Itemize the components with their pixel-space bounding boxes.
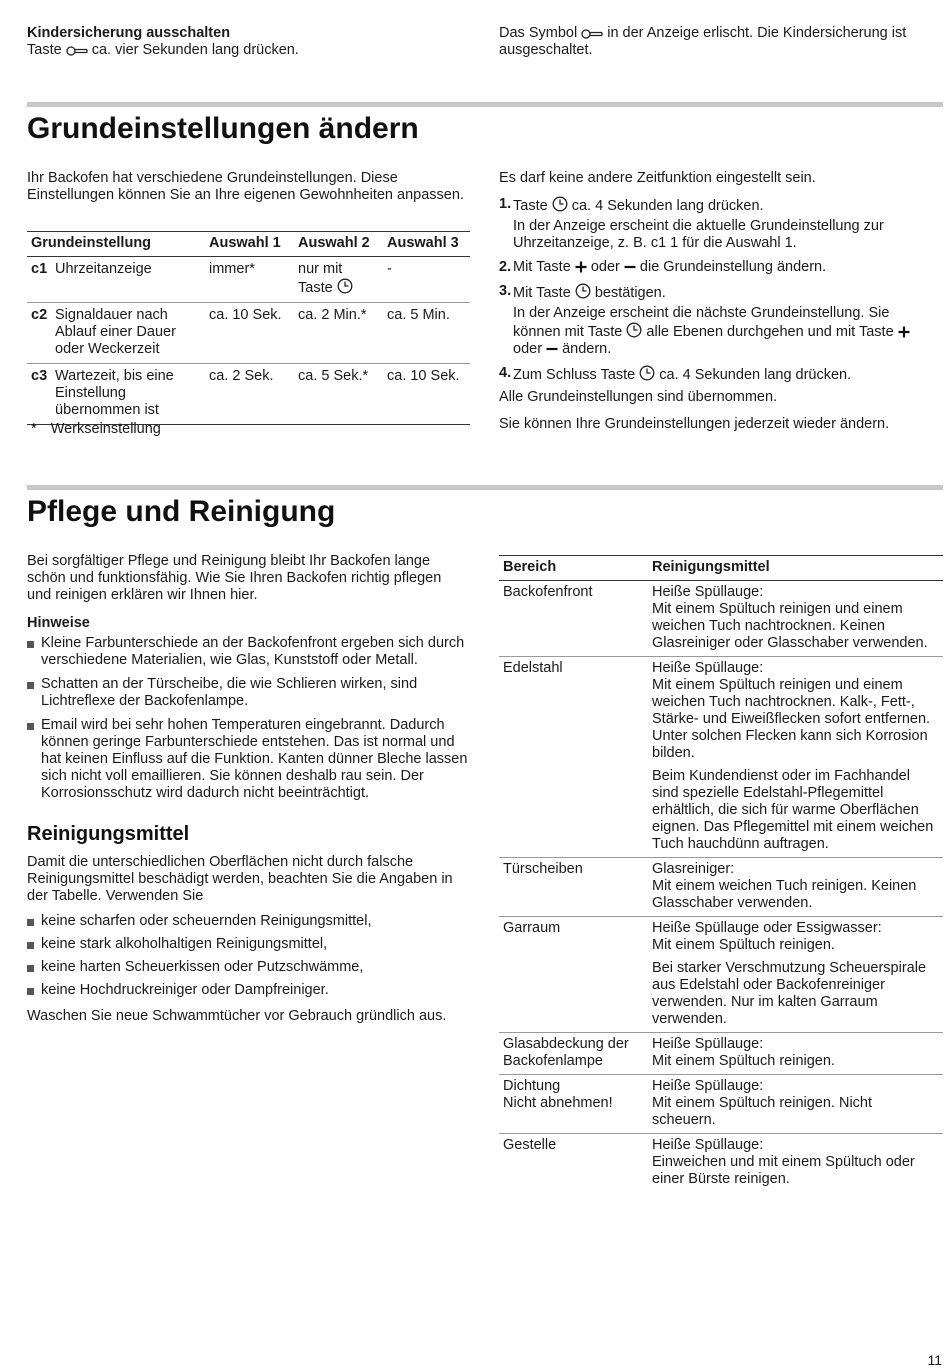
cleaning-instruction: Heiße Spüllauge: Mit einem Spültuch reinigen. Nicht scheuern. [652, 1078, 873, 1128]
plus-icon [575, 261, 587, 273]
list-item: Kleine Farbunterschiede an der Backofenfront ergeben sich durch verschiedene Materialien, wie Glas, Kunststoff oder Metall. [27, 635, 469, 669]
step-subtext: alle Ebenen durchgehen und mit Taste [646, 324, 894, 340]
settings-intro: Ihr Backofen hat verschiedene Grundeinstellungen. Diese Einstellungen können Sie an Ihre eigenen Gewohnheiten anpassen. [27, 170, 464, 203]
step-item [499, 365, 939, 384]
cleaning-area: Türscheiben [499, 858, 648, 917]
table-row [499, 858, 943, 917]
table-cell: - [383, 257, 470, 303]
table-header: Reinigungsmittel [648, 556, 943, 581]
step-subtext: oder [513, 341, 543, 357]
step-subtext: In der Anzeige erscheint die nächste Grundeinstellung. Sie können mit Taste [513, 305, 890, 340]
cleaning-area: Backofenfront [499, 581, 648, 657]
table-cell: ca. 5 Sek.* [294, 364, 383, 425]
table-cell-text: nur mit Taste [298, 261, 343, 296]
settings-steps [499, 196, 939, 433]
list-item: keine scharfen oder scheuernden Reinigungsmittel, [27, 913, 469, 930]
child-lock-result-post: in der Anzeige erlischt. Die Kindersicherung ist ausgeschaltet. [499, 25, 907, 58]
section-title-grundeinstellungen: Grundeinstellungen ändern [27, 112, 419, 145]
table-cell: immer* [205, 257, 294, 303]
step-number: 4. [499, 365, 512, 381]
cleaning-table [499, 555, 943, 1192]
cleaning-agent [648, 1033, 943, 1075]
step-item [499, 283, 939, 358]
cleaning-instruction: Heiße Spüllauge: Mit einem Spültuch reinigen und einem weichen Tuch nachtrocknen. Kalk-, Fett-, Stärke- und Eiweißflecken sofort entfernen. Unter solchen Flecken kann sich Korrosion bilden. [652, 660, 931, 761]
clock-icon [337, 278, 353, 294]
table-cell: ca. 2 Min.* [294, 303, 383, 364]
setting-code: c2 [31, 307, 48, 323]
table-cell [294, 257, 383, 303]
table-cell: ca. 10 Sek. [383, 364, 470, 425]
clock-icon [575, 283, 591, 299]
cleaning-instruction: Heiße Spüllauge: Mit einem Spültuch reinigen und einem weichen Tuch nachtrocknen. Keinen Glasreiniger oder Glasschaber verwenden. [652, 584, 928, 651]
footnote-mark: * [31, 421, 37, 437]
list-item: Schatten an der Türscheibe, die wie Schlieren wirken, sind Lichtreflexe der Backofenlampe. [27, 676, 469, 710]
page-number: 11 [927, 1352, 942, 1368]
child-lock-result-pre: Das Symbol [499, 25, 578, 41]
child-lock-section [27, 25, 467, 59]
table-row [27, 303, 470, 364]
child-lock-text-pre: Taste [27, 42, 62, 58]
child-lock-result [499, 25, 944, 59]
child-lock-heading: Kindersicherung ausschalten [27, 25, 231, 41]
step-text: bestätigen. [594, 285, 666, 301]
step-text: ca. 4 Sekunden lang drücken. [571, 198, 764, 214]
step-subtext: In der Anzeige erscheint die aktuelle Grundeinstellung zur Uhrzeitanzeige, z. B. c1 1 für die Auswahl 1. [513, 218, 884, 251]
time-function-note: Es darf keine andere Zeitfunktion eingestellt sein. [499, 170, 816, 186]
hints-heading: Hinweise [27, 615, 90, 631]
minus-icon [546, 343, 558, 355]
section-title-pflege: Pflege und Reinigung [27, 495, 336, 528]
table-cell: ca. 5 Min. [383, 303, 470, 364]
settings-table [27, 231, 470, 425]
clock-icon [639, 365, 655, 381]
cleaning-instruction: Beim Kundendienst oder im Fachhandel sind spezielle Edelstahl-Pflegemittel erhältlich, die sich für warme Oberflächen eignen. Das Pflegemittel mit einem weichen Tuch hauchdünn auftragen. [652, 768, 934, 852]
list-item: Email wird bei sehr hohen Temperaturen eingebrannt. Dadurch können geringe Farbunterschiede entstehen. Das ist normal und hat keinen Einfluss auf die Funktion. Kanten dünner Bleche lassen sich nicht voll emaillieren. Sie können deshalb rau sein. Der Korrosionsschutz wird dadurch nicht beeinträchtigt. [27, 717, 469, 802]
table-row [27, 364, 470, 425]
setting-label: Wartezeit, bis eine Einstellung übernommen ist [55, 368, 174, 418]
plus-icon [898, 326, 910, 338]
step-number: 2. [499, 259, 512, 275]
steps-result: Alle Grundeinstellungen sind übernommen. [499, 389, 778, 405]
child-lock-text-post: ca. vier Sekunden lang drücken. [91, 42, 299, 58]
clock-icon [552, 196, 568, 212]
section-divider [27, 102, 943, 107]
step-text: ca. 4 Sekunden lang drücken. [659, 367, 852, 383]
cleaning-agent [648, 581, 943, 657]
list-item: keine stark alkoholhaltigen Reinigungsmittel, [27, 936, 469, 953]
cleaning-agent [648, 1134, 943, 1193]
step-text: oder [590, 259, 620, 275]
cleaning-agent [648, 657, 943, 858]
step-text: Taste [513, 198, 548, 214]
cleaning-area: Gestelle [503, 1137, 557, 1153]
list-item: keine Hochdruckreiniger oder Dampfreiniger. [27, 982, 469, 999]
cleaning-instruction: Glasreiniger: Mit einem weichen Tuch reinigen. Keinen Glasschaber verwenden. [652, 861, 917, 911]
table-row [499, 1075, 943, 1134]
table-cell: ca. 10 Sek. [205, 303, 294, 364]
table-footnote [31, 421, 161, 438]
table-row [499, 1033, 943, 1075]
cleaning-agent [648, 917, 943, 1033]
table-row [27, 257, 470, 303]
cleaning-instruction: Heiße Spüllauge: Einweichen und mit einem Spültuch oder einer Bürste reinigen. [652, 1137, 915, 1187]
cleaning-closing: Waschen Sie neue Schwammtücher vor Gebrauch gründlich aus. [27, 1008, 447, 1024]
key-icon [66, 46, 88, 56]
step-number: 1. [499, 196, 512, 212]
cleaning-avoid-list [27, 913, 469, 999]
cleaning-area: Dichtung Nicht abnehmen! [499, 1075, 648, 1134]
clock-icon [626, 322, 642, 338]
table-row [499, 657, 943, 858]
table-cell: ca. 2 Sek. [205, 364, 294, 425]
step-text: Mit Taste [513, 285, 571, 301]
setting-code: c3 [31, 368, 48, 384]
cleaning-intro: Damit die unterschiedlichen Oberflächen nicht durch falsche Reinigungsmittel beschädigt werden, beachten Sie die Angaben in der Tabelle. Verwenden Sie [27, 854, 453, 904]
cleaning-area: Glasabdeckung der Backofenlampe [499, 1033, 648, 1075]
table-row [499, 917, 943, 1033]
table-header: Bereich [499, 556, 648, 581]
cleaning-agent [648, 858, 943, 917]
cleaning-instruction: Heiße Spüllauge: Mit einem Spültuch reinigen. [652, 1036, 835, 1069]
care-left-column [27, 553, 469, 1025]
step-text: die Grundeinstellung ändern. [639, 259, 827, 275]
cleaning-instruction: Heiße Spüllauge oder Essigwasser: Mit einem Spültuch reinigen. [652, 920, 882, 953]
table-header: Auswahl 1 [205, 232, 294, 257]
table-header: Auswahl 3 [383, 232, 470, 257]
cleaning-instruction: Bei starker Verschmutzung Scheuerspirale aus Edelstahl oder Backofenreiniger verwenden. Nur im kalten Garraum verwenden. [652, 960, 927, 1027]
table-row [499, 581, 943, 657]
hints-list [27, 635, 469, 802]
table-header: Grundeinstellung [27, 232, 205, 257]
step-subtext: ändern. [562, 341, 612, 357]
cleaning-area: Garraum [499, 917, 648, 1033]
cleaning-table-body [499, 581, 943, 1193]
cleaning-agent [648, 1075, 943, 1134]
setting-label: Signaldauer nach Ablauf einer Dauer oder Weckerzeit [55, 307, 176, 357]
footnote-text: Werkseinstellung [50, 421, 161, 437]
section-divider [27, 485, 943, 490]
step-text: Mit Taste [513, 259, 571, 275]
setting-code: c1 [31, 261, 48, 277]
minus-icon [624, 261, 636, 273]
step-text: Zum Schluss Taste [513, 367, 636, 383]
table-header: Auswahl 2 [294, 232, 383, 257]
subsection-title: Reinigungsmittel [27, 823, 190, 845]
care-intro: Bei sorgfältiger Pflege und Reinigung bleibt Ihr Backofen lange schön und funktionsfähig. Wie Sie Ihren Backofen richtig pflegen und reinigen erklären wir Ihnen hier. [27, 553, 442, 603]
list-item: keine harten Scheuerkissen oder Putzschwämme, [27, 959, 469, 976]
step-item [499, 259, 939, 276]
steps-note: Sie können Ihre Grundeinstellungen jederzeit wieder ändern. [499, 416, 890, 432]
step-number: 3. [499, 283, 512, 299]
step-item [499, 196, 939, 252]
key-icon [581, 29, 603, 39]
cleaning-area: Edelstahl [499, 657, 648, 858]
setting-label: Uhrzeitanzeige [55, 261, 152, 277]
table-row [499, 1134, 943, 1193]
